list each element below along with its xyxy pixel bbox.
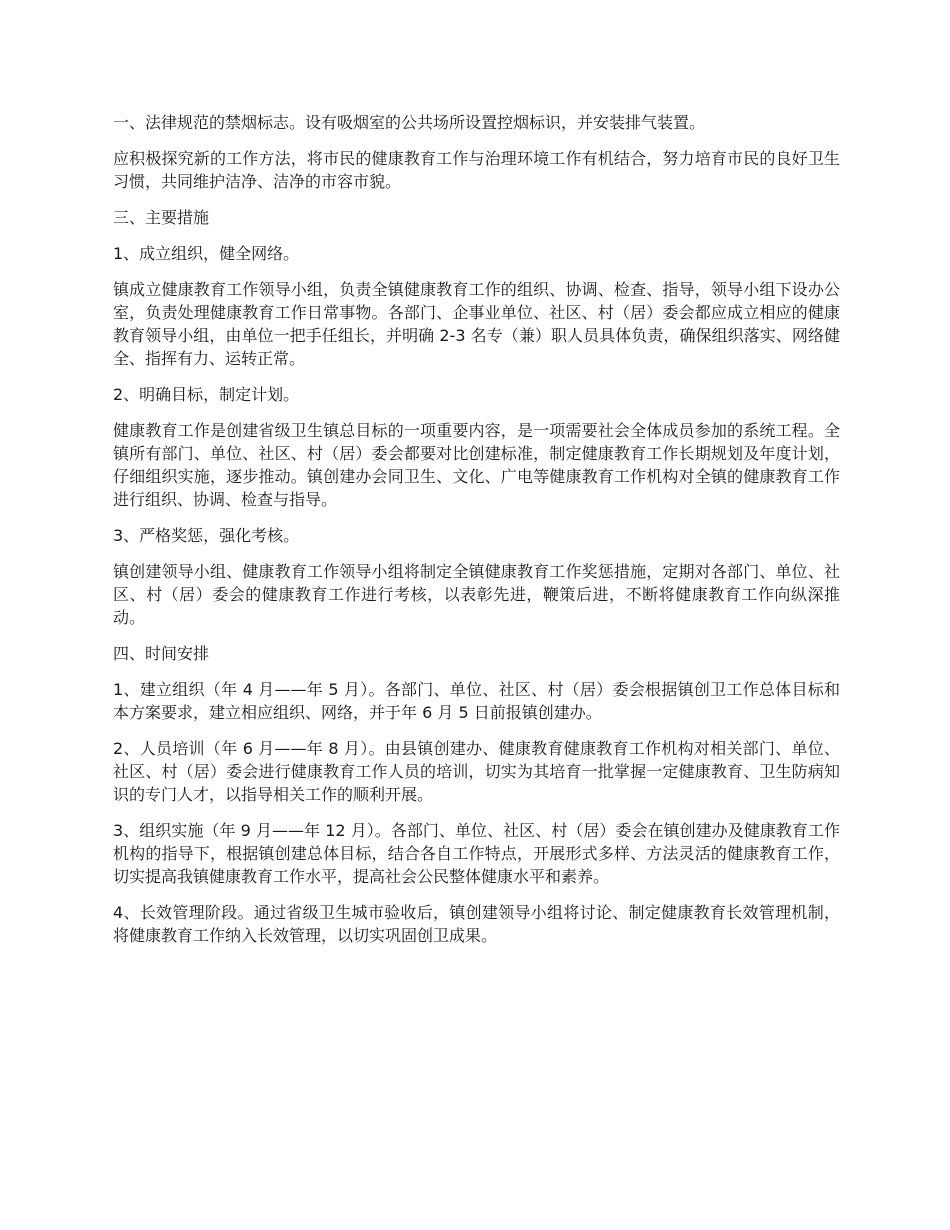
section-heading-schedule: 四、时间安排	[113, 644, 210, 663]
document-body	[113, 111, 840, 960]
paragraph-schedule-organize: 1、建立组织（年 4 月——年 5 月）。各部门、单位、社区、村（居）委会根据镇创卫工作总体目标和本方案要求，建立相应组织、网络，并于年 6 月 5 日前报镇创建办。	[113, 680, 840, 722]
paragraph-planning: 健康教育工作是创建省级卫生镇总目标的一项重要内容，是一项需要社会全体成员参加的系统工程。全镇所有部门、单位、社区、村（居）委会都要对比创建标准，制定健康教育工作长期规划及年度计划，仔细组织实施，逐步推动。镇创建办会同卫生、文化、广电等健康教育工作机构对全镇的健康教育工作进行组织、协调、检查与指导。	[113, 421, 840, 509]
paragraph-schedule-long-term: 4、长效管理阶段。通过省级卫生城市验收后，镇创建领导小组将讨论、制定健康教育长效管理机制，将健康教育工作纳入长效管理，以切实巩固创卫成果。	[113, 903, 840, 945]
paragraph-schedule-implementation: 3、组织实施（年 9 月——年 12 月）。各部门、单位、社区、村（居）委会在镇创建办及健康教育工作机构的指导下，根据镇创建总体目标，结合各自工作特点，开展形式多样、方法灵活的健康教育工作，切实提高我镇健康教育工作水平，提高社会公民整体健康水平和素养。	[113, 821, 840, 886]
paragraph-leadership-group: 镇成立健康教育工作领导小组，负责全镇健康教育工作的组织、协调、检查、指导，领导小组下设办公室，负责处理健康教育工作日常事物。各部门、企事业单位、社区、村（居）委会都应成立相应的健康教育领导小组，由单位一把手任组长，并明确 2-3 名专（兼）职人员具体负责，确保组织落实、网络健全、指挥有力、运转正常。	[113, 280, 840, 368]
paragraph-work-methods: 应积极探究新的工作方法，将市民的健康教育工作与治理环境工作有机结合，努力培育市民的良好卫生习惯，共同维护洁净、洁净的市容市貌。	[113, 149, 840, 191]
section-heading-main-measures: 三、主要措施	[113, 208, 210, 227]
subheading-establish-organization: 1、成立组织，健全网络。	[113, 244, 300, 263]
subheading-rewards-assessment: 3、严格奖惩，强化考核。	[113, 526, 300, 545]
subheading-clarify-goals: 2、明确目标，制定计划。	[113, 385, 300, 404]
paragraph-no-smoking-signs: 一、法律规范的禁烟标志。设有吸烟室的公共场所设置控烟标识，并安装排气装置。	[113, 113, 706, 132]
paragraph-schedule-training: 2、人员培训（年 6 月——年 8 月）。由县镇创建办、健康教育健康教育工作机构对相关部门、单位、社区、村（居）委会进行健康教育工作人员的培训，切实为其培育一批掌握一定健康教育、卫生防病知识的专门人才，以指导相关工作的顺利开展。	[113, 739, 840, 804]
paragraph-assessment: 镇创建领导小组、健康教育工作领导小组将制定全镇健康教育工作奖惩措施，定期对各部门、单位、社区、村（居）委会的健康教育工作进行考核，以表彰先进，鞭策后进，不断将健康教育工作向纵深推动。	[113, 562, 840, 627]
